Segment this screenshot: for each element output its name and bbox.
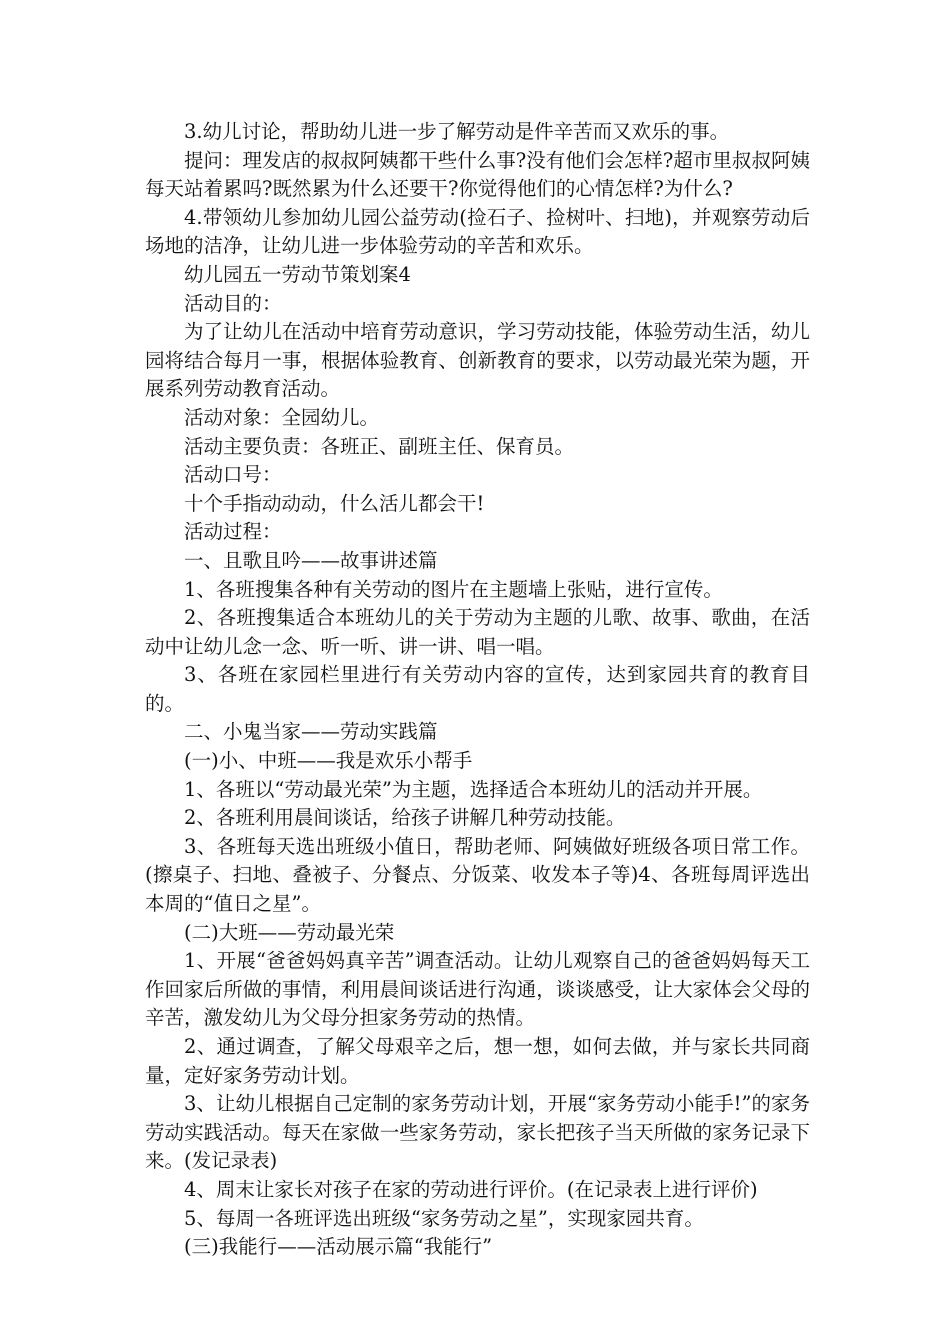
paragraph: 活动口号： xyxy=(184,463,282,487)
paragraph: 5、每周一各班评选出班级“家务劳动之星”，实现家园共育。 xyxy=(184,1206,704,1230)
paragraph: 4.带领幼儿参加幼儿园公益劳动(捡石子、捡树叶、扫地)，并观察劳动后场地的洁净，让幼儿进一步体验劳动的辛苦和欢乐。 xyxy=(145,205,810,258)
paragraph: 1、各班搜集各种有关劳动的图片在主题墙上张贴，进行宣传。 xyxy=(184,577,723,601)
paragraph: 十个手指动动动，什么活儿都会干! xyxy=(184,491,485,515)
paragraph: 2、各班搜集适合本班幼儿的关于劳动为主题的儿歌、故事、歌曲，在活动中让幼儿念一念、听一听、讲一讲、唱一唱。 xyxy=(145,606,810,658)
paragraph: 活动过程： xyxy=(184,520,282,544)
paragraph: 3.幼儿讨论，帮助幼儿进一步了解劳动是件辛苦而又欢乐的事。 xyxy=(184,120,730,143)
paragraph: 为了让幼儿在活动中培育劳动意识，学习劳动技能，体验劳动生活，幼儿园将结合每月一事，根据体验教育、创新教育的要求，以劳动最光荣为题，开展系列劳动教育活动。 xyxy=(145,320,810,401)
paragraph: (二)大班——劳动最光荣 xyxy=(184,920,395,944)
paragraph: 提问：理发店的叔叔阿姨都干些什么事?没有他们会怎样?超市里叔叔阿姨每天站着累吗?既然累为什么还要干?你觉得他们的心情怎样?为什么? xyxy=(145,148,810,201)
section-title: 幼儿园五一劳动节策划案4 xyxy=(184,262,411,286)
paragraph: 2、各班利用晨间谈话，给孩子讲解几种劳动技能。 xyxy=(184,806,626,830)
paragraph: 活动对象：全园幼儿。 xyxy=(184,405,380,429)
paragraph: 2、通过调查，了解父母艰辛之后，想一想，如何去做，并与家长共同商量，定好家务劳动计划。 xyxy=(145,1035,810,1087)
paragraph: 1、开展“爸爸妈妈真辛苦”调查活动。让幼儿观察自己的爸爸妈妈每天工作回家后所做的事情，利用晨间谈话进行沟通，谈谈感受，让大家体会父母的辛苦，激发幼儿为父母分担家务劳动的热情。 xyxy=(145,949,810,1030)
paragraph: 一、且歌且吟——故事讲述篇 xyxy=(184,548,438,572)
paragraph: 3、各班在家园栏里进行有关劳动内容的宣传，达到家园共育的教育目的。 xyxy=(145,663,810,715)
paragraph: 3、各班每天选出班级小值日，帮助老师、阿姨做好班级各项日常工作。(擦桌子、扫地、叠被子、分餐点、分饭菜、收发本子等)4、各班每周评选出本周的“值日之星”。 xyxy=(145,834,810,916)
paragraph: 3、让幼儿根据自己定制的家务劳动计划，开展“家务劳动小能手!”的家务劳动实践活动。每天在家做一些家务劳动，家长把孩子当天所做的家务记录下来。(发记录表) xyxy=(145,1092,810,1173)
paragraph: 1、各班以“劳动最光荣”为主题，选择适合本班幼儿的活动并开展。 xyxy=(184,777,763,801)
paragraph: 4、周末让家长对孩子在家的劳动进行评价。(在记录表上进行评价) xyxy=(184,1177,758,1201)
paragraph: (一)小、中班——我是欢乐小帮手 xyxy=(184,749,473,773)
paragraph: 活动主要负责：各班正、副班主任、保育员。 xyxy=(184,434,575,458)
paragraph: 二、小鬼当家——劳动实践篇 xyxy=(184,720,438,744)
document-body xyxy=(145,118,810,1262)
paragraph: (三)我能行——活动展示篇“我能行” xyxy=(184,1235,493,1259)
paragraph: 活动目的： xyxy=(184,291,282,315)
